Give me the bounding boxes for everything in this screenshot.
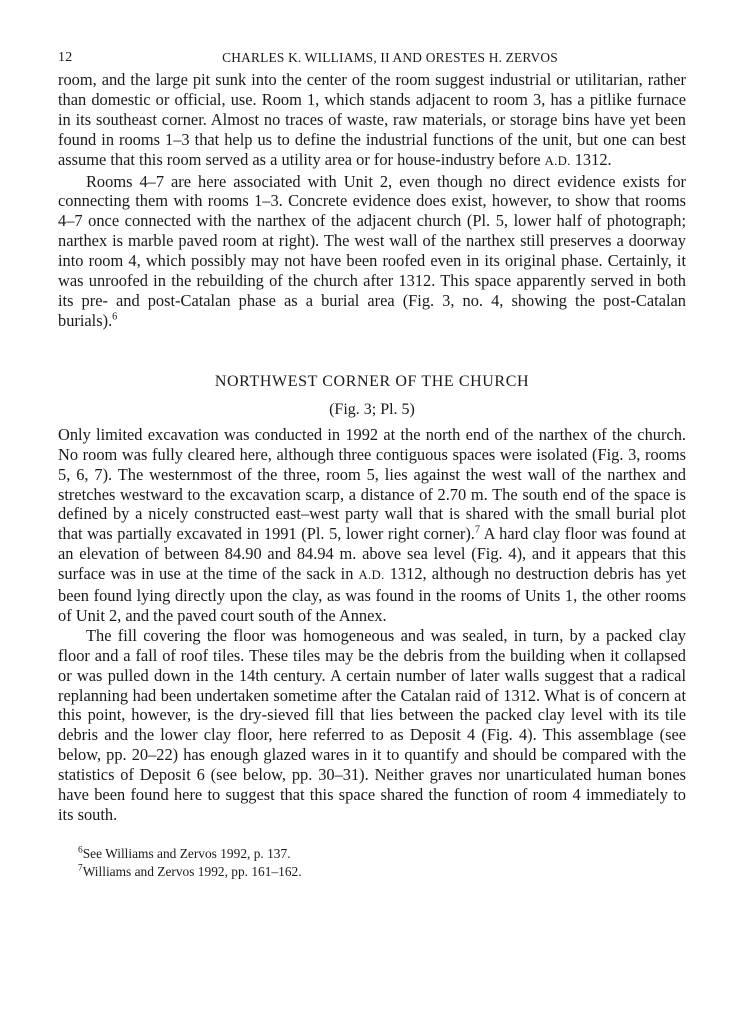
- page-number: 12: [58, 50, 73, 65]
- paragraph-3-end: 1312, although no destruction debris has yet been found lying directly upon the clay, as was found in the rooms of Units 1, the other rooms of Unit 2, and the paved court south of the Annex.: [58, 564, 686, 625]
- paragraph-3-text: Only limited excavation was conducted in 1992 at the north end of the narthex of the church. No room was fully cleared here, although three contiguous spaces were isolated (Fig. 3, rooms 5, 6, 7). The westernmost of the three, room 5, lies against the west wall of the narthex and stretches westward to the excavation scarp, a distance of 2.70 m. The south end of the space is defined by a nicely constructed east–west party wall that is shared with the small burial plot that was partially excavated in 1991 (Pl. 5, lower right corner).: [58, 424, 686, 544]
- running-head-authors: CHARLES K. WILLIAMS, II AND ORESTES H. ZERVOS: [222, 50, 558, 65]
- footnote-number: 7: [78, 863, 83, 874]
- footnote-ref-7[interactable]: 7: [474, 524, 480, 536]
- paragraph-2-text: Rooms 4–7 are here associated with Unit 2, even though no direct evidence exists for connecting them with rooms 1–3. Concrete evidence does exist, however, to show that rooms 4–7 once connected with the narthex of the adjacent church (Pl. 5, lower half of photograph; narthex is marble paved room at right). The west wall of the narthex still preserves a doorway into room 4, which possibly may not have been roofed even in its original phase. Certainly, it was unroofed in the rebuilding of the church after 1312. This space apparently served in both its pre- and post-Catalan phase as a burial area (Fig. 3, no. 4, showing the post-Catalan burials).: [58, 171, 686, 330]
- footnote-number: 6: [78, 845, 83, 856]
- footnote-6: [78, 845, 686, 863]
- footnote-ref-6[interactable]: 6: [112, 311, 118, 323]
- page: [58, 50, 686, 881]
- paragraph-1: [58, 70, 686, 172]
- running-head: [58, 50, 686, 70]
- era-abbreviation: A.D.: [544, 153, 571, 168]
- paragraph-3-middle: A hard clay floor was found at an elevation of between 84.90 and 84.94 m. above sea level (Fig. 4), and it appears that this surface was in use at the time of the sack in: [58, 524, 686, 584]
- paragraph-1-end: 1312.: [570, 149, 612, 169]
- paragraph-3: [58, 425, 686, 626]
- footnote-text: See Williams and Zervos 1992, p. 137.: [82, 845, 291, 861]
- footnote-text: Williams and Zervos 1992, pp. 161–162.: [82, 863, 302, 879]
- footnotes: [58, 845, 686, 881]
- paragraph-4: The fill covering the floor was homogeneous and was sealed, in turn, by a packed clay floor and a fall of roof tiles. These tiles may be the debris from the building when it collapsed or was pulled down in the 14th century. A certain number of later walls suggest that a radical replanning had been undertaken sometime after the Catalan raid of 1312. What is of concern at this point, however, is the dry-sieved fill that lies between the packed clay level with its tile debris and the lower clay floor, here referred to as Deposit 4 (Fig. 4). This assemblage (see below, pp. 20–22) has enough glazed wares in it to quantify and should be compared with the statistics of Deposit 6 (see below, pp. 30–31). Neither graves nor unarticulated human bones have been found here to suggest that this space shared the function of room 4 immediately to its south.: [58, 625, 686, 824]
- body-text: [58, 70, 686, 825]
- paragraph-1-text: room, and the large pit sunk into the center of the room suggest industrial or utilitarian, rather than domestic or official, use. Room 1, which stands adjacent to room 3, has a pitlike furnace in its southeast corner. Almost no traces of waste, raw materials, or storage bins have yet been found in rooms 1–3 that help us to define the industrial functions of the unit, but one can best assume that this room served as a utility area or for house-industry before: [58, 70, 686, 169]
- era-abbreviation: A.D.: [358, 568, 385, 583]
- paragraph-2: [58, 172, 686, 331]
- section-heading: NORTHWEST CORNER OF THE CHURCH: [214, 372, 530, 390]
- footnote-7: [78, 863, 686, 881]
- section-figure-reference: (Fig. 3; Pl. 5): [329, 400, 415, 418]
